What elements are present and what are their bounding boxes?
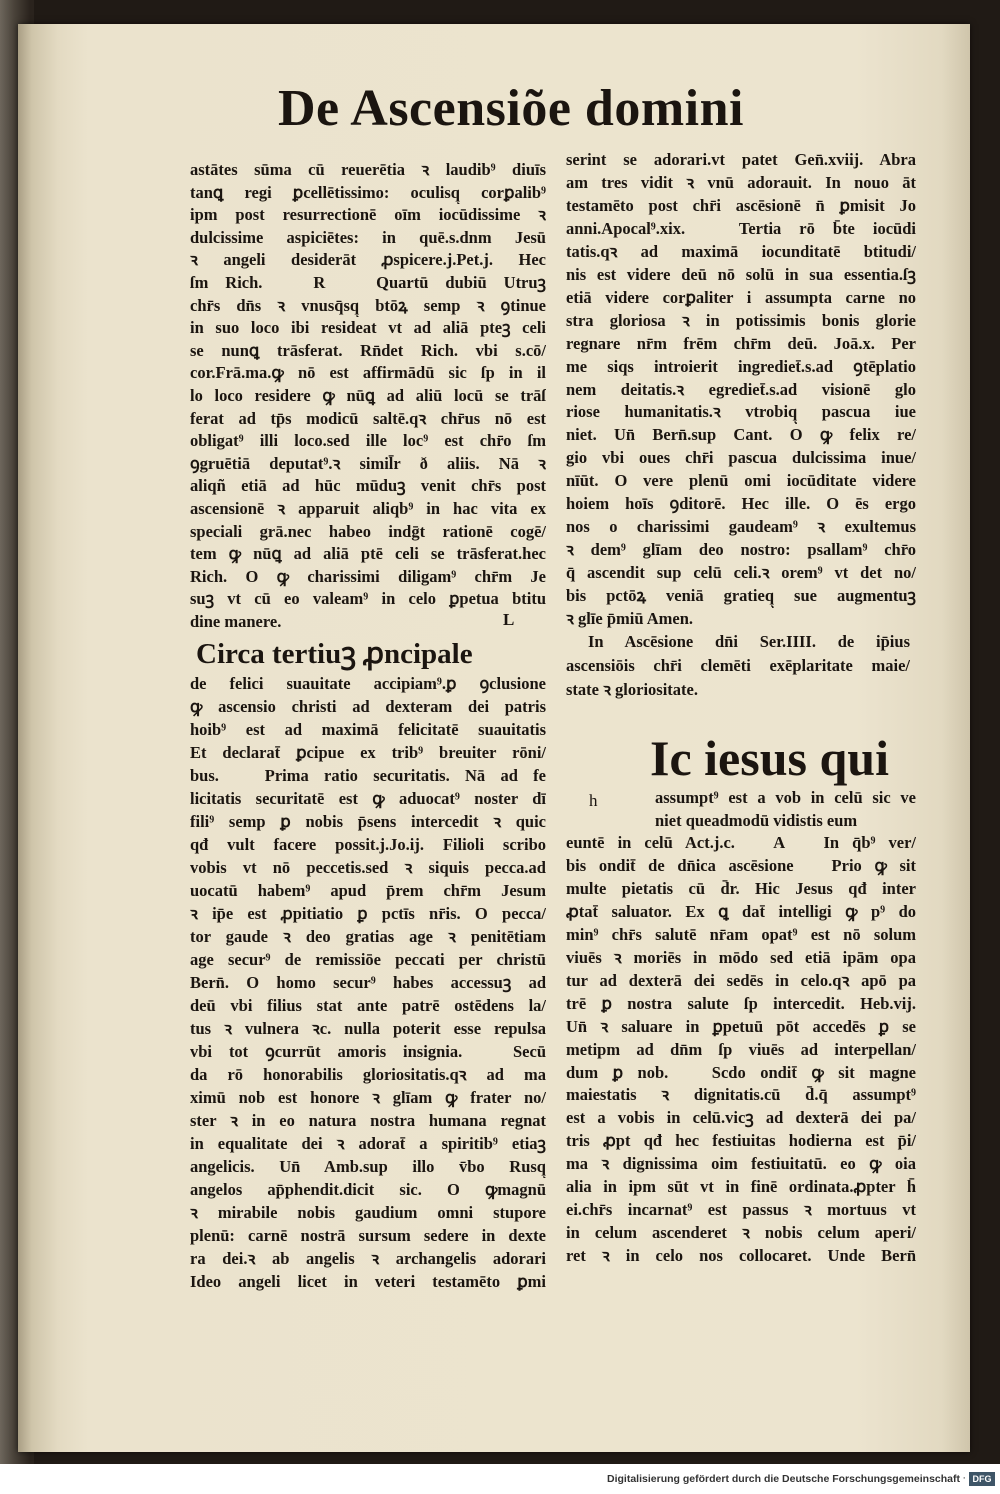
section-heading: Circa tertiuꝫ ꝓncipale <box>196 638 473 670</box>
left-column-line: qđ vult facere possit.j.Jo.ij. Filioli scribo <box>190 835 546 854</box>
left-column-line: deū vbi filius stat ante patrē ostēdens la/ <box>190 996 546 1015</box>
right-column-line: nīūt. O vere plenū omi iocūditate videre <box>566 471 916 491</box>
left-column-line: dine manere. <box>190 611 282 631</box>
right-column-line: stra gloriosa ꝛ in potissimis bonis glorie <box>566 310 916 330</box>
digitization-footer <box>0 1464 1000 1494</box>
right-column-line: ma ꝛ dignissima oim festiuitatū. eo ꝙ oia <box>566 1154 916 1174</box>
right-column-line: am tres vidit ꝛ vnū adorauit. In nouo āt <box>566 172 916 192</box>
left-column-line: ximū nob est honore ꝛ glīam ꝙ frater no/ <box>190 1088 546 1107</box>
left-column-line: fili⁹ semp ꝑ nobis p̄sens intercedit ꝛ quic <box>190 812 546 831</box>
right-column-line: niet. Un̄ Bern̄.sup Cant. O ꝙ felix re/ <box>566 425 916 445</box>
right-column-line: ꝛ glīe p̄miū Amen. <box>566 609 693 629</box>
left-column-line: age secur⁹ de remissiōe peccati per christū <box>190 950 546 969</box>
right-column-line: tatis.qꝛ ad maximā iocunditatē btitudi/ <box>566 241 916 261</box>
right-column-line: maiestatis ꝛ dignitatis.cū d̄.q̄ assumpt⁹ <box>566 1085 916 1105</box>
right-column-line: metipm ad dn̄m ſp viuēs ad interpellan/ <box>566 1039 916 1059</box>
right-column-line: trē ꝑ nostra salute ſp intercedit. Heb.vij. <box>566 993 916 1013</box>
left-column-line: ꝛ ip̄e est ꝓpitiatio ꝑ pctīs nr̄is. O pecca/ <box>190 904 546 923</box>
right-column-line: riose humanitatis.ꝛ vtrobiq̧ pascua iue <box>566 402 916 422</box>
left-column-line: aliqñ etiā ad hūc mūduꝫ venit chr̄s post <box>190 476 546 496</box>
right-column-line: anni.Apocal⁹.xix. Tertia rō b̄te iocūdi <box>566 218 916 238</box>
left-column-line: tanꝗ regi ꝑcellētissimo: oculisq̧ corꝑalib⁹ <box>190 182 546 202</box>
right-column-line: regnare nr̄m frēm chr̄m deū. Joā.x. Per <box>566 333 916 353</box>
left-column-line: vbi tot ꝯcurrūt amoris insignia. Secū <box>190 1042 546 1061</box>
left-column-line: cor.Frā.ma.ꝙ nō est affirmādū sic ſp in il <box>190 363 546 383</box>
left-column-line: tem ꝙ nūꝗ ad aliā ptē celi se trāsferat.hec <box>190 544 546 564</box>
right-column-line: hoiem hoīs ꝯditorē. Hec ille. O ēs ergo <box>566 494 916 514</box>
left-column-block-1 <box>190 159 546 633</box>
left-column-line: suꝫ vt cū eo valeam⁹ in celo ꝑpetua btitu <box>190 589 546 609</box>
left-column-line: ascensionē ꝛ apparuit aliqb⁹ in hac vita ex <box>190 498 546 518</box>
indented-lines <box>655 787 916 833</box>
right-column-line: testamēto post chr̄i ascēsionē n̄ ꝑmisit Jo <box>566 195 916 215</box>
sermon-incipit: Ic iesus qui <box>650 730 889 786</box>
left-column-line: hoib⁹ est ad maximā felicitatē suauitatis <box>190 720 546 739</box>
right-column-line: ꝛ dem⁹ glīam deo nostro: psallam⁹ chr̄o <box>566 540 916 560</box>
left-column-line: uocatū habem⁹ apud p̄rem chr̄m Jesum <box>190 881 546 900</box>
right-column-line: ret ꝛ in celo nos collocaret. Unde Bern̄ <box>566 1246 916 1266</box>
sermon-heading-line: In Ascēsione dn̄i Ser.IIII. de ip̄ius <box>588 632 910 651</box>
footer-separator: · <box>962 1472 966 1484</box>
left-column-line: tus ꝛ vulnera ꝛc. nulla poterit esse repulsa <box>190 1019 546 1038</box>
sermon-heading-line: state ꝛ gloriositate. <box>566 680 698 699</box>
right-column-line: q̄ ascendit sup celū celi.ꝛ orem⁹ vt det no/ <box>566 563 916 583</box>
left-column-line: plenū: carnē nostrā sursum sedere in dexte <box>190 1226 546 1245</box>
left-column-line: obligat⁹ illi loco.sed ille loc⁹ est chr̄o ſm <box>190 431 546 451</box>
left-column-line: de felici suauitate accipiam⁹.ꝑ ꝯclusione <box>190 674 546 693</box>
right-column-line: tur ad dexterā dei sedēs in celo.qꝛ apō pa <box>566 970 916 990</box>
right-column-line: in celum ascenderet ꝛ nobis celum aperi/ <box>566 1223 916 1243</box>
right-column-line: ꝓtat̄ saluator. Ex ꝗ dat̄ intelligi ꝙ p⁹ do <box>566 901 916 921</box>
right-column-line: est a vobis in celū.vicꝫ ad dexterā dei pa/ <box>566 1108 916 1128</box>
left-column-line: chr̄s dn̄s ꝛ vnusq̄sq̧ btōꝝ semp ꝛ ꝯtinue <box>190 295 546 315</box>
left-column-line: licitatis securitatē est ꝙ aduocat⁹ noster dī <box>190 789 546 808</box>
left-column-line: ipm post resurrectionē oīm iocūdissime ꝛ <box>190 205 546 225</box>
left-column-line: ꝙ ascensio christi ad dexteram dei patris <box>190 697 546 716</box>
left-column-line: ꝛ mirabile nobis gaudium omni stupore <box>190 1203 546 1222</box>
right-column-line: assumpt⁹ est a vob in celū sic ve <box>655 788 916 807</box>
right-column-line: me siqs introierit ingrediet̄.s.ad ꝯtēplatio <box>566 356 916 376</box>
right-column-block-2 <box>566 832 916 1268</box>
left-column-line: Rich. O ꝙ charissimi diligam⁹ chr̄m Je <box>190 566 546 586</box>
sermon-heading-line: ascensiōis chr̄i clemēti exēplaritate maie/ <box>566 656 910 675</box>
left-column-line: speciali grā.nec habeo indḡt rationē cogē/ <box>190 521 546 541</box>
right-column-line: bis ondit̄ de dn̄ica ascēsione Prio ꝙ sit <box>566 855 916 875</box>
right-column-line: etiā videre corꝑaliter i assumpta carne no <box>566 287 916 307</box>
left-column-line: lo loco residere ꝙ nūꝗ ad aliū locū se trāſ <box>190 385 546 405</box>
left-column-line: ster ꝛ in eo natura nostra humana regnat <box>190 1111 546 1130</box>
left-column-line: ra dei.ꝛ ab angelis ꝛ archangelis adorari <box>190 1249 546 1268</box>
right-column-line: bis pctōꝝ veniā gratieq̧ sue augmentuꝫ <box>566 586 916 606</box>
right-column-line: alia in ipm sūt vt in finē ordinata.ꝓpter h̄ <box>566 1177 916 1197</box>
left-column-line: Bern̄. O homo secur⁹ habes accessuꝫ ad <box>190 973 546 992</box>
left-column-line: in equalitate dei ꝛ adorat̄ a spiritib⁹ etiaꝫ <box>190 1134 546 1153</box>
left-column-line: angelicis. Un̄ Amb.sup illo v̄bo Rusq̧ <box>190 1157 546 1176</box>
right-column-line: viuēs ꝛ moriēs in mōdo sed etiā ipām opa <box>566 947 916 967</box>
left-column-line: ꝛ angeli desiderāt ꝓspicere.j.Pet.j. Hec <box>190 250 546 270</box>
right-column-line: nis est videre deū nō solū in sua essentia.ſꝫ <box>566 264 916 284</box>
left-column-line: bus. Prima ratio securitatis. Nā ad fe <box>190 766 546 785</box>
right-column-line: nos o charissimi gaudeam⁹ ꝛ exultemus <box>566 517 916 537</box>
left-column-line: da rō honorabilis gloriositatis.qꝛ ad ma <box>190 1065 546 1084</box>
section-mark: L <box>503 610 515 629</box>
left-column-line: ꝯgruētiā deputat⁹.ꝛ simil̄r ð aliis. Nā ꝛ <box>190 453 546 473</box>
left-column-line: ferat ad tp̄s modicū saltē.qꝛ chr̄us nō est <box>190 408 546 428</box>
left-column-line: vobis vt nō peccetis.sed ꝛ siquis pecca.ad <box>190 858 546 877</box>
right-column-line: Un̄ ꝛ saluare in ꝑpetuū pōt accedēs ꝑ se <box>566 1016 916 1036</box>
left-column-line: angelos ap̄phendit.dicit sic. O ꝙmagnū <box>190 1180 546 1199</box>
right-column-line: min⁹ chr̄s salutē nr̄am opat⁹ est nō solum <box>566 924 916 944</box>
left-column-line: ſm Rich. R Quartū dubiū Utruꝫ <box>190 272 546 292</box>
left-column-line: se nunꝗ trāsferat. Rn̄det Rich. vbi s.cō/ <box>190 340 546 360</box>
right-column-line: nem deitatis.ꝛ egrediet̄.s.ad visionē glo <box>566 379 916 399</box>
left-column-line: astātes sūma cū reuerētia ꝛ laudib⁹ diuīs <box>190 160 546 179</box>
right-column-line: euntē in celū Act.j.c. A In q̄b⁹ ver/ <box>566 833 916 852</box>
right-column-line: dum ꝑ nob. Scdo ondit̄ ꝙ sit magne <box>566 1062 916 1082</box>
left-column-line: in suo loco ibi resideat vt ad aliā pteꝫ celi <box>190 318 546 338</box>
sermon-heading <box>566 630 910 702</box>
initial-guide-letter: h <box>589 791 598 810</box>
right-column-line: gio vbi oues chr̄i pascua dulcissima inue/ <box>566 448 916 468</box>
right-column-line: niet queadmodū vidistis eum <box>655 810 858 830</box>
left-column-line: tor gaude ꝛ deo gratias age ꝛ penitētiam <box>190 927 546 946</box>
dfg-logo-icon: DFG <box>969 1472 995 1486</box>
right-column-line: ei.chr̄s incarnat⁹ est passus ꝛ mortuus vt <box>566 1200 916 1220</box>
left-column-line: Et declarat̄ ꝑcipue ex trib⁹ breuiter rōni/ <box>190 743 546 762</box>
right-column-line: multe pietatis cū d̄r. Hic Jesus qđ inter <box>566 878 916 898</box>
right-column-line: tris ꝓpt qđ hec festiuitas hodierna est p̄i/ <box>566 1131 916 1151</box>
right-column-line: serint se adorari.vt patet Gen̄.xviij. Abra <box>566 150 916 169</box>
left-column-block-2 <box>190 672 546 1293</box>
left-column-line: Ideo angeli licet in veteri testamēto ꝑmi <box>190 1272 546 1291</box>
footer-credit: Digitalisierung gefördert durch die Deutsche Forschungsgemeinschaft <box>607 1473 960 1485</box>
page-title: De Ascensiõe domini <box>278 80 744 137</box>
right-column-block-1 <box>566 149 916 631</box>
left-column-line: dulcissime aspiciētes: in quē.s.dnm Jesū <box>190 227 546 247</box>
